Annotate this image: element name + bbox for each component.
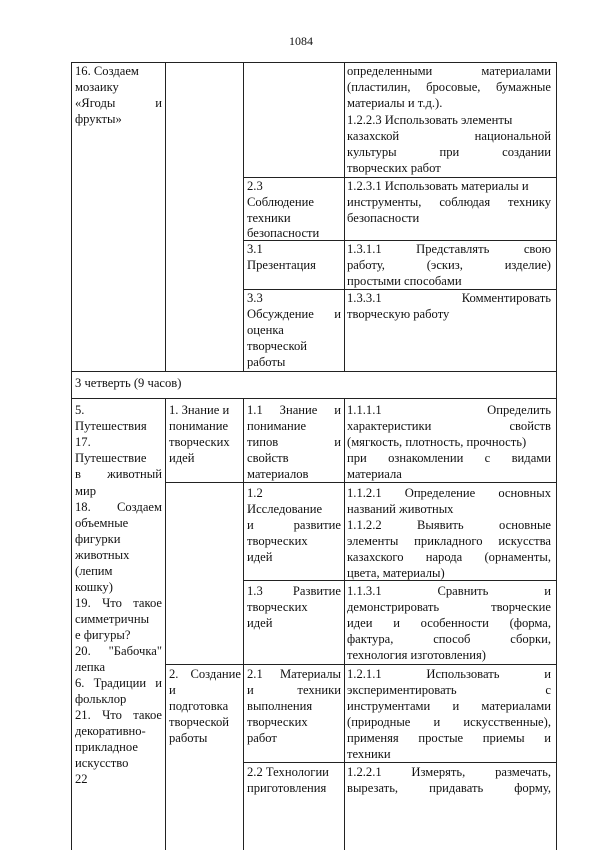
objective-line: инструментами и материалами — [347, 699, 551, 713]
subsection-line: 1.2 — [247, 486, 263, 500]
section-line: 2. Создание — [169, 667, 241, 681]
topic-line: в животный — [75, 467, 162, 481]
topic-line: фрукты» — [75, 112, 122, 126]
subsection-line: Обсуждение и — [247, 307, 341, 321]
col-line — [165, 62, 166, 371]
subsection-line: идей — [247, 550, 273, 564]
col-line — [344, 398, 345, 850]
topic-line: симметричны — [75, 612, 150, 626]
objective-line: (природные и искусственные), — [347, 715, 551, 729]
subsection-line: и развитие — [247, 518, 341, 532]
objective-line: характеристики свойств — [347, 419, 551, 433]
subsection-line: 2.2 Технологии — [247, 765, 329, 779]
section-line: идей — [169, 451, 195, 465]
row-line — [71, 371, 556, 372]
topic-line: мозаику — [75, 80, 119, 94]
subsection-line: идей — [247, 616, 273, 630]
page-number: 1084 — [289, 34, 313, 48]
subsection-line: выполнения — [247, 699, 313, 713]
objective-line: техники — [347, 747, 391, 761]
objective-line: 1.1.1.1 Определить — [347, 403, 551, 417]
topic-line: Путешествие — [75, 451, 147, 465]
subsection-line: 2.3 — [247, 179, 263, 193]
subsection-line: творческих — [247, 600, 308, 614]
row-line — [165, 664, 556, 665]
subsection-line: оценка — [247, 323, 284, 337]
topic-line: декоративно- — [75, 724, 146, 738]
quarter-header: 3 четверть (9 часов) — [75, 376, 182, 390]
subsection-line: работы — [247, 355, 286, 369]
topic-line: 22 — [75, 772, 88, 786]
row-line — [71, 62, 556, 63]
row-line — [243, 762, 556, 763]
subsection-line: безопасности — [247, 226, 320, 240]
objective-line: (мягкость, плотность, прочность) — [347, 435, 527, 449]
objective-line: фактура, способ сборки, — [347, 632, 551, 646]
section-line: подготовка — [169, 699, 229, 713]
subsection-line: 3.3 — [247, 291, 263, 305]
topic-line: 19. Что такое — [75, 596, 162, 610]
col-line — [243, 398, 244, 850]
subsection-line: типов и — [247, 435, 341, 449]
objective-line: творческую работу — [347, 307, 450, 321]
topic-line: животных — [75, 548, 130, 562]
subsection-line: творческой — [247, 339, 307, 353]
section-line: творческой — [169, 715, 229, 729]
objective-line: 1.1.2.2 Выявить основные — [347, 518, 551, 532]
topic-line: е фигуры? — [75, 628, 131, 642]
section-line: работы — [169, 731, 208, 745]
objective-line: 1.1.3.1 Сравнить и — [347, 584, 551, 598]
row-line — [71, 398, 556, 399]
topic-line: 18. Создаем — [75, 500, 162, 514]
row-line — [243, 177, 556, 178]
section-line: 1. Знание и — [169, 403, 230, 417]
topic-line: мир — [75, 484, 97, 498]
objective-line: казахского народа (орнаменты, — [347, 550, 551, 564]
subsection-line: 2.1 Материалы — [247, 667, 341, 681]
section-line: понимание — [169, 419, 229, 433]
objective-line: работу, (эскиз, изделие) — [347, 258, 551, 272]
subsection-line: понимание — [247, 419, 307, 433]
subsection-line: 1.1 Знание и — [247, 403, 341, 417]
objective-line: экспериментировать с — [347, 683, 551, 697]
subsection-line: Соблюдение — [247, 195, 314, 209]
objective-line: идеи и особенности (форма, — [347, 616, 551, 630]
section-line: и — [169, 683, 176, 697]
objective-line: при ознакомлении с видами — [347, 451, 551, 465]
objective-line: инструменты, соблюдая технику — [347, 195, 551, 209]
subsection-line: свойств — [247, 451, 289, 465]
objective-line: элементы прикладного искусства — [347, 534, 551, 548]
col-line — [71, 62, 72, 371]
topic-line: фигурки — [75, 532, 121, 546]
objective-line: технология изготовления) — [347, 648, 486, 662]
subsection-line: творческих — [247, 715, 308, 729]
topic-line: 5. — [75, 403, 85, 417]
objective-line: безопасности — [347, 211, 420, 225]
topic-line: объемные — [75, 516, 129, 530]
objective-line: творческих работ — [347, 161, 441, 175]
topic-line: 21. Что такое — [75, 708, 162, 722]
objective-line: вырезать, придавать форму, — [347, 781, 551, 795]
col-line — [71, 371, 72, 398]
objective-line: 1.1.2.1 Определение основных — [347, 486, 551, 500]
topic-line: «Ягоды и — [75, 96, 162, 110]
topic-line: 20. "Бабочка" — [75, 644, 162, 658]
col-line — [556, 62, 557, 371]
topic-line: Путешествия — [75, 419, 147, 433]
objective-line: (пластилин, бросовые, бумажные — [347, 80, 551, 94]
col-line — [71, 398, 72, 850]
objective-line: 1.3.3.1 Комментировать — [347, 291, 551, 305]
col-line — [556, 371, 557, 398]
topic-line: 16. Создаем — [75, 64, 139, 78]
objective-line: 1.2.2.1 Измерять, размечать, — [347, 765, 551, 779]
objective-line: определенными материалами — [347, 64, 551, 78]
section-line: творческих — [169, 435, 230, 449]
subsection-line: 3.1 — [247, 242, 263, 256]
objective-line: демонстрировать творческие — [347, 600, 551, 614]
col-line — [344, 62, 345, 371]
objective-line: культуры при создании — [347, 145, 551, 159]
subsection-line: творческих — [247, 534, 308, 548]
objective-line: материала — [347, 467, 402, 481]
subsection-line: приготовления — [247, 781, 327, 795]
objective-line: казахской национальной — [347, 129, 551, 143]
objective-line: 1.2.2.3 Использовать элементы — [347, 113, 513, 127]
subsection-line: техники — [247, 211, 291, 225]
topic-line: кошку) — [75, 580, 113, 594]
objective-line: материалы и т.д.). — [347, 96, 443, 110]
objective-line: цвета, материалы) — [347, 566, 445, 580]
objective-line: 1.2.3.1 Использовать материалы и — [347, 179, 529, 193]
col-line — [165, 398, 166, 850]
subsection-line: Исследование — [247, 502, 323, 516]
topic-line: прикладное — [75, 740, 138, 754]
objective-line: простыми способами — [347, 274, 462, 288]
subsection-line: Презентация — [247, 258, 316, 272]
objective-line: 1.2.1.1 Использовать и — [347, 667, 551, 681]
topic-line: (лепим — [75, 564, 113, 578]
objective-line: названий животных — [347, 502, 454, 516]
objective-line: 1.3.1.1 Представлять свою — [347, 242, 551, 256]
subsection-line: и техники — [247, 683, 341, 697]
subsection-line: 1.3 Развитие — [247, 584, 341, 598]
topic-line: фольклор — [75, 692, 127, 706]
topic-line: 17. — [75, 435, 91, 449]
topic-line: искусство — [75, 756, 129, 770]
col-line — [243, 62, 244, 371]
subsection-line: материалов — [247, 467, 309, 481]
col-line — [556, 398, 557, 850]
objective-line: применяя простые приемы и — [347, 731, 551, 745]
topic-line: 6. Традиции и — [75, 676, 162, 690]
topic-line: лепка — [75, 660, 106, 674]
subsection-line: работ — [247, 731, 277, 745]
